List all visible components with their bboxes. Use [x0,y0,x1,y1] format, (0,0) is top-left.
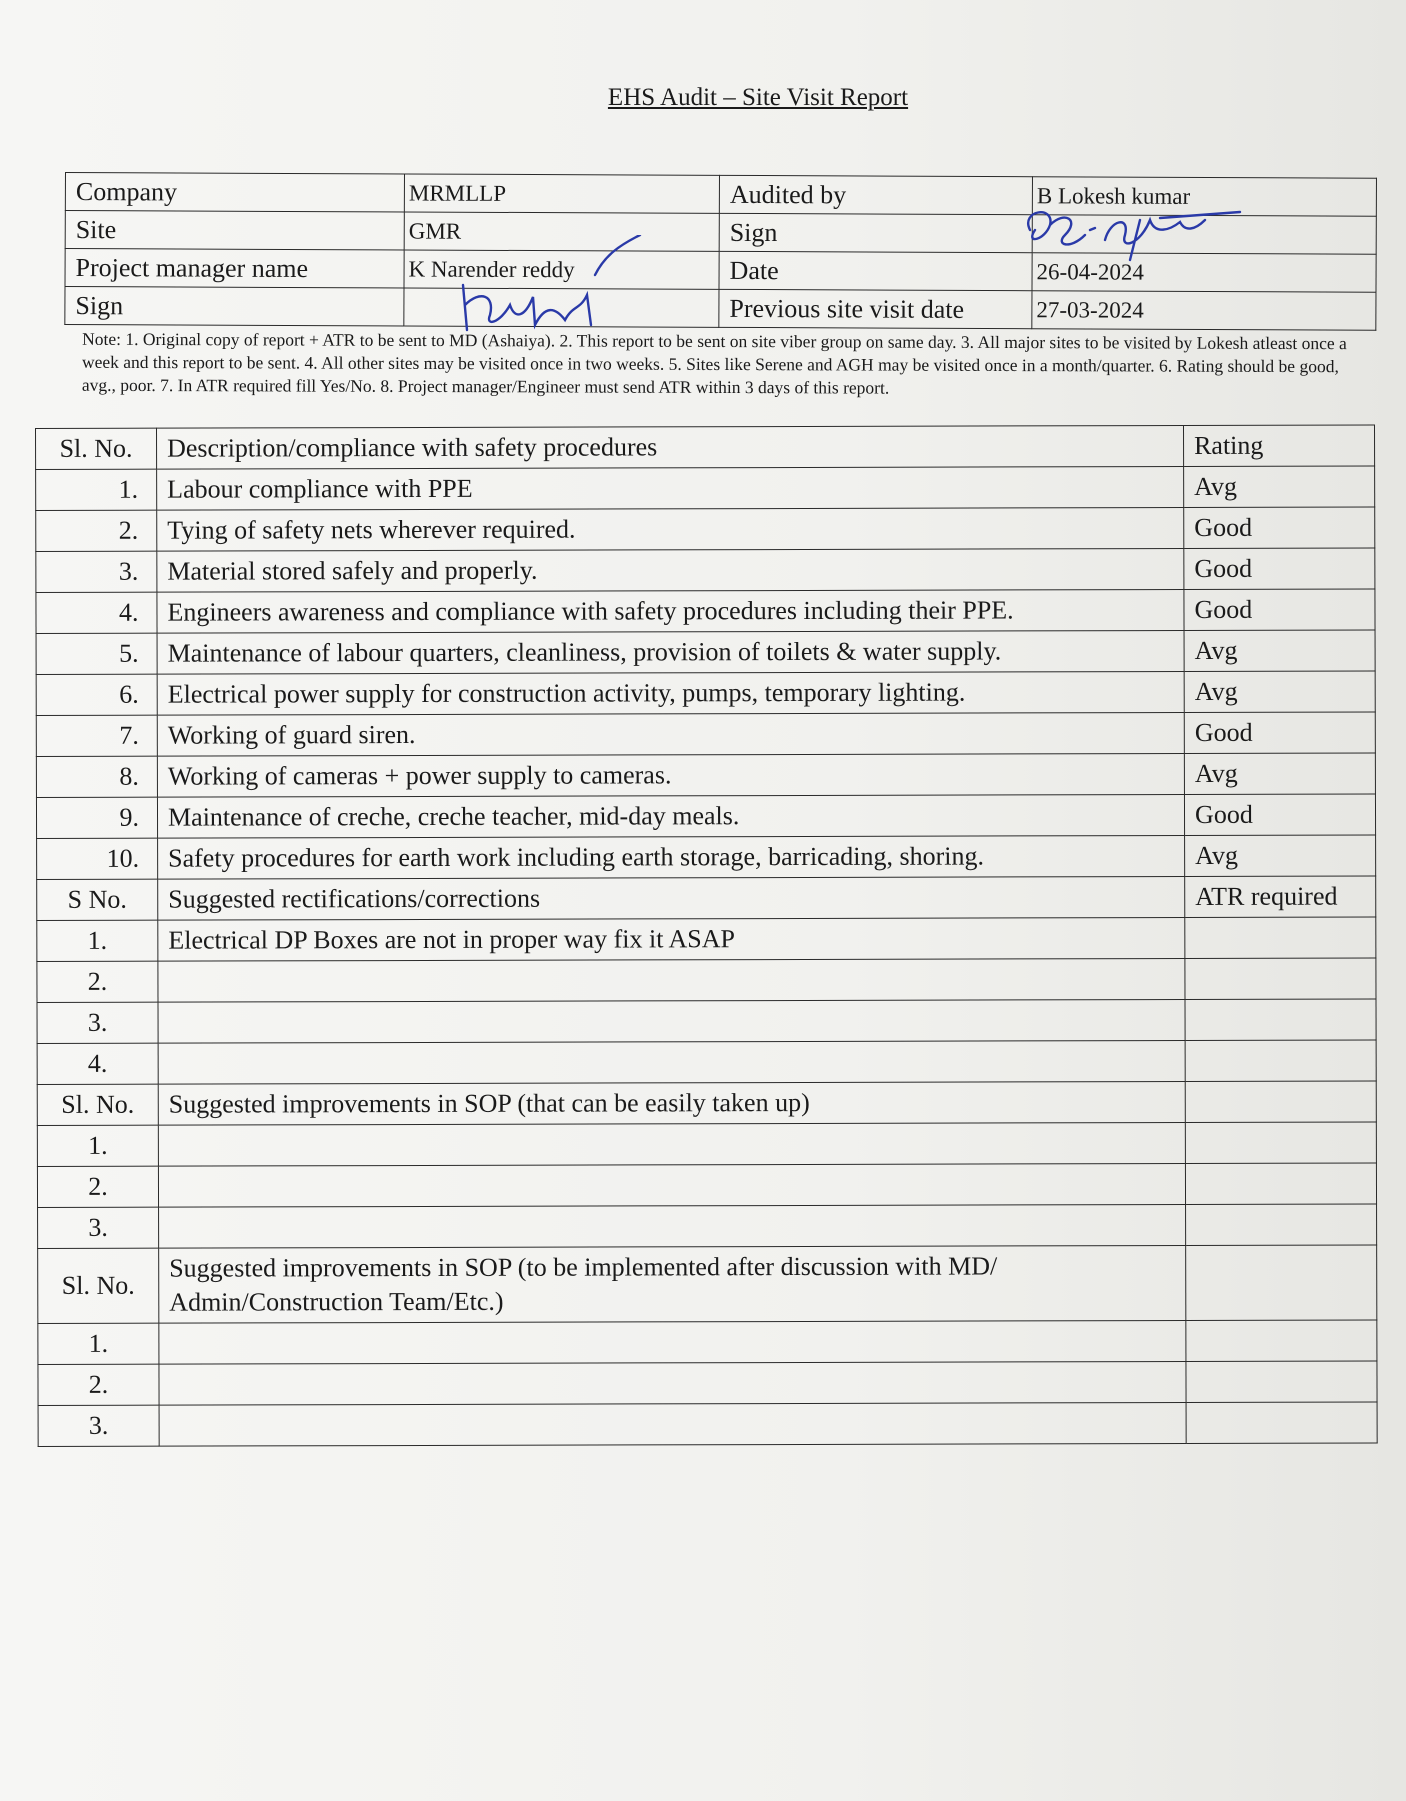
row-description: Material stored safely and properly. [157,548,1184,592]
row-description: Working of cameras + power supply to cameras. [157,753,1184,797]
row-rating: Good [1184,712,1375,753]
table-row [36,671,1375,716]
col-sl-no: Sl. No. [38,1248,159,1323]
row-atr [1185,1040,1376,1081]
row-rating: Good [1184,507,1375,548]
row-number: 4. [37,1043,158,1084]
row-number: 5. [36,633,157,674]
row-description [159,1320,1186,1364]
row-rating: Avg [1184,630,1375,671]
row-description: Maintenance of creche, creche teacher, mid-day meals. [157,794,1184,838]
empty-cell [1185,1122,1376,1163]
company-value: MRMLLP [404,174,719,213]
row-description [159,1361,1186,1405]
row-number: 4. [36,592,157,633]
header-info-table [64,172,1377,331]
col-s-no: S No. [37,879,158,920]
row-description: Safety procedures for earth work including earth storage, barricading, shoring. [158,835,1185,879]
col-atr-required: ATR required [1185,876,1376,917]
table-row [36,548,1375,593]
col-description: Description/compliance with safety procedures [157,425,1184,469]
empty-cell [1186,1245,1377,1320]
row-number: 1. [37,920,158,961]
row-number: 1. [38,1323,159,1364]
col-sop-discussion: Suggested improvements in SOP (to be implemented after discussion with MD/ Admin/Construction Team/Etc.) [159,1245,1186,1323]
table-row [36,794,1375,839]
col-rating: Rating [1183,425,1374,466]
row-description [159,1204,1186,1248]
previous-visit-label: Previous site visit date [719,289,1032,328]
row-description: Electrical power supply for construction activity, pumps, temporary lighting. [157,671,1184,715]
empty-cell [1186,1204,1377,1246]
instructions-note: Note: 1. Original copy of report + ATR to be sent to MD (Ashaiya). 2. This report to be sent on site viber group on same day. 3. All major sites to be visited by Lokesh atleast once a week and this report to be sent. 4. All other sites may be visited once in two weeks. 5. Sites like Serene and AGH may be visited once in a month/quarter. 6. Rating should be good, avg., poor. 7. In ATR required fill Yes/No. 8. Project manager/Engineer must send ATR within 3 days of this report. [81,328,1347,398]
row-number: 8. [36,756,157,797]
table-row [36,507,1375,552]
row-number: 2. [36,510,157,551]
row-rating: Good [1184,589,1375,630]
row-number: 2. [38,1364,159,1405]
row-number: 1. [36,469,157,510]
row-description [158,958,1185,1002]
compliance-header-row [36,425,1375,470]
previous-visit-value: 27-03-2024 [1032,291,1376,331]
pm-signature-cell [404,288,719,327]
col-rectifications: Suggested rectifications/corrections [158,876,1185,920]
auditor-sign-label: Sign [719,213,1032,252]
table-row [37,999,1376,1044]
row-rating: Good [1184,794,1375,835]
empty-cell [1186,1402,1377,1443]
row-number: 6. [36,674,157,715]
row-description: Engineers awareness and compliance with safety procedures including their PPE. [157,589,1184,633]
row-atr [1185,958,1376,999]
table-row [38,1361,1377,1406]
table-row [38,1204,1377,1249]
col-sl-no: Sl. No. [36,428,157,469]
table-row [36,630,1375,675]
row-description [159,1402,1186,1446]
table-row [37,917,1376,962]
table-row [37,1163,1376,1208]
company-label: Company [65,173,404,212]
row-rating: Avg [1184,671,1375,712]
report-title: EHS Audit – Site Visit Report [607,84,909,111]
table-row [37,1040,1376,1085]
site-label: Site [65,211,404,250]
audit-table [35,424,1378,1447]
table-row [37,958,1376,1003]
row-description: Tying of safety nets wherever required. [157,507,1184,551]
pm-sign-label: Sign [65,287,404,326]
table-row [36,589,1375,634]
row-number: 3. [37,1002,158,1043]
row-atr [1185,917,1376,958]
rectifications-header-row [37,876,1376,921]
project-manager-label: Project manager name [65,249,404,288]
table-row [36,712,1375,757]
row-rating: Avg [1184,466,1375,507]
row-number: 3. [36,551,157,592]
row-number: 3. [38,1207,159,1248]
table-row [38,1320,1377,1365]
row-rating: Good [1184,548,1375,589]
project-manager-value: K Narender reddy [404,250,719,289]
audited-by-value: B Lokesh kumar [1032,177,1376,217]
sop-discussion-header-row [38,1245,1377,1324]
date-value: 26-04-2024 [1032,253,1376,293]
row-atr [1185,999,1376,1040]
row-number: 2. [37,961,158,1002]
row-number: 1. [37,1125,158,1166]
row-number: 9. [36,797,157,838]
empty-cell [1186,1361,1377,1402]
row-description: Maintenance of labour quarters, cleanliness, provision of toilets & water supply. [157,630,1184,674]
sop-easy-header-row [37,1081,1376,1126]
col-sop-easy: Suggested improvements in SOP (that can be easily taken up) [158,1081,1185,1125]
auditor-signature-cell [1032,215,1376,255]
row-number: 7. [36,715,157,756]
site-value: GMR [404,212,719,251]
empty-cell [1185,1081,1376,1122]
col-sl-no: Sl. No. [37,1084,158,1125]
row-description [158,1122,1185,1166]
table-row [38,1402,1377,1447]
empty-cell [1186,1320,1377,1361]
table-row [36,753,1375,798]
table-row [37,1122,1376,1167]
row-description [158,1040,1185,1084]
row-number: 10. [37,838,158,879]
row-description: Working of guard siren. [157,712,1184,756]
table-row [36,466,1375,511]
row-rating: Avg [1185,835,1376,876]
row-description: Labour compliance with PPE [157,466,1184,510]
row-number: 2. [37,1166,158,1207]
row-description: Electrical DP Boxes are not in proper way fix it ASAP [158,917,1185,961]
table-row [37,835,1376,880]
row-description [158,1163,1185,1207]
empty-cell [1185,1163,1376,1204]
date-label: Date [719,251,1032,290]
row-number: 3. [38,1405,159,1446]
row-rating: Avg [1184,753,1375,794]
audited-by-label: Audited by [719,175,1032,214]
row-description [158,999,1185,1043]
